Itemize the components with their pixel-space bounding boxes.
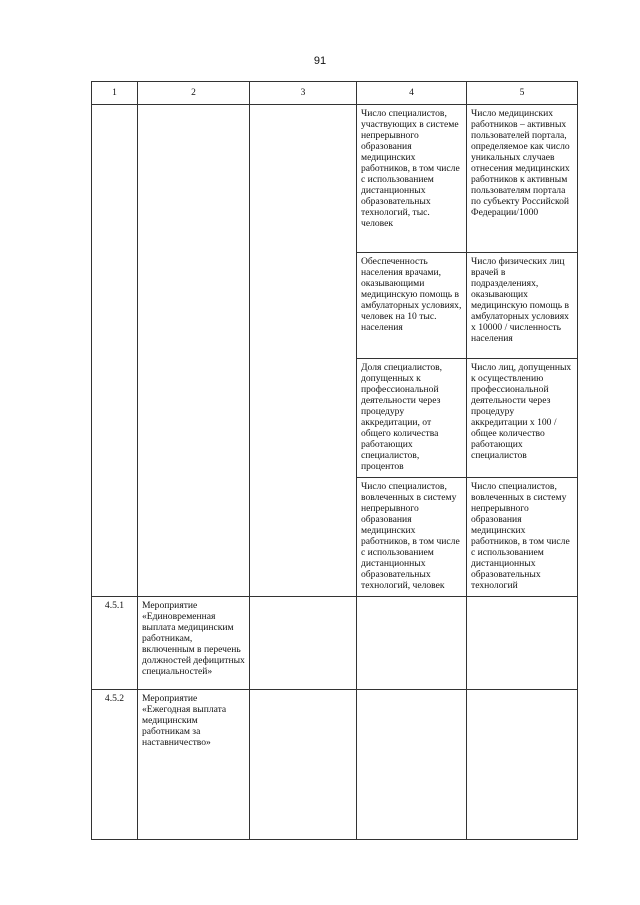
indicator-cell: Число специалистов, участвующих в системе непрерывного образования медицинских работников, в том числе с использованием дистанционных образовательных технологий, тыс. человек: [357, 105, 467, 253]
header-cell-3: 3: [250, 82, 357, 105]
header-cell-4: 4: [357, 82, 467, 105]
column3-cell: [250, 105, 357, 597]
indicators-table: [91, 81, 578, 840]
indicator-cell: Число специалистов, вовлеченных в систему непрерывного образования медицинских работников, в том числе с использованием дистанционных образовательных технологий, человек: [357, 478, 467, 597]
method-cell: Число медицинских работников – активных пользователей портала, определяемое как число уникальных случаев отнесения медицинских работников к активным пользователям портала по субъекту Российской Федерации/1000: [467, 105, 578, 253]
method-cell: [467, 690, 578, 840]
number-cell: 4.5.1: [92, 597, 138, 690]
method-cell: Число физических лиц врачей в подразделениях, оказывающих медицинскую помощь в амбулаторных условиях x 10000 / численность населения: [467, 253, 578, 359]
table-row: [92, 597, 578, 690]
indicator-cell: [357, 597, 467, 690]
method-cell: Число специалистов, вовлеченных в систему непрерывного образования медицинских работников, в том числе с использованием дистанционных образовательных технологий: [467, 478, 578, 597]
indicator-cell: [357, 690, 467, 840]
method-cell: Число лиц, допущенных к осуществлению профессиональной деятельности через процедуру аккредитации x 100 / общее количество работающих специалистов: [467, 359, 578, 478]
header-cell-5: 5: [467, 82, 578, 105]
number-cell: [92, 105, 138, 597]
number-cell: 4.5.2: [92, 690, 138, 840]
page-number: 91: [313, 55, 327, 67]
indicator-cell: Обеспеченность населения врачами, оказывающими медицинскую помощь в амбулаторных условиях, человек на 10 тыс. населения: [357, 253, 467, 359]
header-cell-1: 1: [92, 82, 138, 105]
event-cell: [138, 105, 250, 597]
table-header-row: [92, 82, 578, 105]
column3-cell: [250, 597, 357, 690]
column3-cell: [250, 690, 357, 840]
table-row: [92, 105, 578, 253]
table-row: [92, 690, 578, 840]
event-cell: Мероприятие «Ежегодная выплата медицинским работникам за наставничество»: [138, 690, 250, 840]
header-cell-2: 2: [138, 82, 250, 105]
indicator-cell: Доля специалистов, допущенных к профессиональной деятельности через процедуру аккредитации, от общего количества работающих специалистов, процентов: [357, 359, 467, 478]
event-cell: Мероприятие «Единовременная выплата медицинским работникам, включенным в перечень должностей дефицитных специальностей»: [138, 597, 250, 690]
method-cell: [467, 597, 578, 690]
